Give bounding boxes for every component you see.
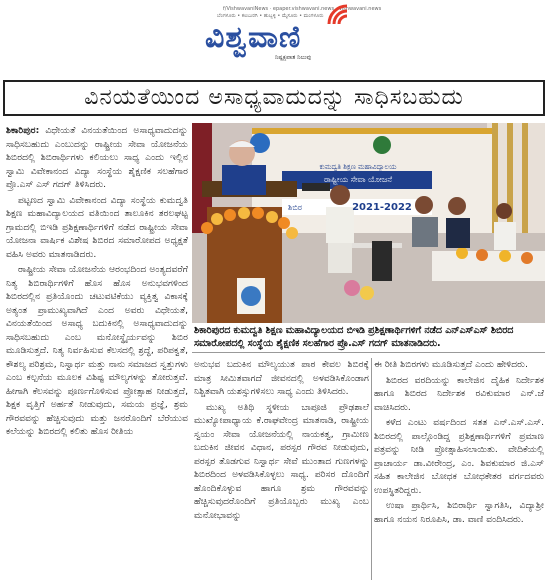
article-paragraph: ಉಷಾ ಪ್ರಾರ್ಥಿಸಿ, ಶಿಬಿರಾರ್ಥಿ ಸ್ವಾಗತಿಸಿ, ವಿದ್ಯಾಶ್ರೀ ಹಾಗೂ ನಯನ ನಿರೂಪಿಸಿ, ಡಾ. ವಾಣಿ ವಂದಿಸಿದರು. — [374, 500, 544, 525]
article-paragraph: ಈ ರೀತಿ ಶಿಬಿರಗಳು ಮೂಡಿಸುತ್ತದೆ ಎಂದು ಹೇಳಿದರು. — [374, 359, 528, 370]
paragraph-text: ವಿಧೇಯತೆ ವಿನಯತೆಯಿಂದ ಅಸಾಧ್ಯವಾದುದನ್ನು ಸಾಧಿಸಬಹುದು ಎಂಬುದನ್ನು ರಾಷ್ಟ್ರೀಯ ಸೇವಾ ಯೋಜನೆಯ ಶಿಬಿರದಲ್ಲಿ ಶಿಬಿರಾರ್ಥಿಗಳು ಕಲಿಯಲು ಸಾಧ್ಯ ಎಂದು ಇಲ್ಲಿನ ಸ್ವಾಮಿ ವಿವೇಕಾನಂದ ವಿದ್ಯಾ ಸಂಸ್ಥೆಯ ಶೈಕ್ಷಣಿಕ ಸಲಹೆಗಾರ ಪ್ರೊ.ಎಸ್ ಎಸ್ ಗದಗ್ ತಿಳಿಸಿದರು. — [6, 125, 188, 190]
article-column-right — [374, 358, 544, 580]
article-paragraph: ಅನುಭವ ಬದುಕಿನ ಮೌಲ್ಯಯುತ ಪಾಠ ಕೇವಲ ಶಿಬಿರಕ್ಕೆ ಮಾತ್ರ ಸೀಮಿತವಾಗದೆ ಜೀವನದಲ್ಲಿ ಅಳವಡಿಸಿಕೊಂಡಾಗ ನಿಶ್ಚಿತವಾಗಿ ಯಶಸ್ಸುಗಳಿಸಲು ಸಾಧ್ಯ ಎಂದು ತಿಳಿಸಿದರು. — [194, 359, 369, 397]
masthead-top-line: f/VishwavaniNews · epaper.vishwavani.news · vishwavani.news — [223, 6, 382, 12]
banner-line-2: ರಾಷ್ಟ್ರೀಯ ಸೇವಾ ಯೋಜನೆ — [323, 175, 393, 184]
dateline: ಶಿಕಾರಿಪುರ: — [6, 125, 40, 136]
banner-line-1: ಕುಮದ್ವತಿ ಶಿಕ್ಷಣ ಮಹಾವಿದ್ಯಾಲಯ — [319, 163, 397, 171]
article-paragraph: ಕಳೆದ ಎಂಟು ವರ್ಷದಿಂದ ಸತತ ಎನ್.ಎಸ್.ಎಸ್. ಶಿಬಿರದಲ್ಲಿ ಪಾಲ್ಗೊಂಡಿದ್ದ ಪ್ರಶಿಕ್ಷಣಾರ್ಥಿಗಳಿಗೆ ಪ್ರಮಾಣ ಪತ್ರವನ್ನು ನೀಡಿ ಪ್ರೋತ್ಸಾಹಿಸಲಾಯಿತು. ವೇದಿಕೆಯಲ್ಲಿ ಪ್ರಾಚಾರ್ಯ ಡಾ.ವೀರೇಂದ್ರ, ಎಂ. ಶಿವಕುಮಾರ ಜಿ.ಎಸ್ ಸಹಿತ ಕಾಲೇಜಿನ ಬೋಧಕ ಬೋಧಕೇತರ ವರ್ಗದವರು ಉಪಸ್ಥಿತರಿದ್ದರು. — [374, 417, 544, 496]
event-photo-illustration — [192, 123, 545, 323]
article-column-left — [6, 124, 188, 580]
signal-icon — [325, 2, 351, 28]
article-paragraph: ರಾಷ್ಟ್ರೀಯ ಸೇವಾ ಯೋಜನೆಯ ಆರಂಭದಿಂದ ಅಂತ್ಯದವರೆಗೆ ನಿತ್ಯ ಶಿಬಿರಾರ್ಥಿಗಳಿಗೆ ಹೊಸ ಹೊಸ ಅನುಭವಗಳಿಂದ ಶಿಬಿರದಲ್ಲಿನ ಪ್ರತಿಯೊಂದು ಚಟುವಟಿಕೆಯು ವ್ಯಕ್ತಿತ್ವ ವಿಕಾಸಕ್ಕೆ ಅತ್ಯಂತ ಪ್ರಾಮುಖ್ಯವಾಗಿದೆ ಎಂದ ಅವರು ವಿಧೇಯತೆ, ವಿನಯತೆಯಿಂದ ಅಸಾಧ್ಯ ಬದುಕಿನಲ್ಲಿ ಅಸಾಧ್ಯವಾದುದನ್ನು ಸಾಧಿಸಬಹುದು ಎಂಬ ಮನೋಸ್ಥೈರ್ಯವನ್ನು ಶಿಬಿರ ಮೂಡಿಸುತ್ತದೆ. ನಿತ್ಯ ನಿರ್ವಹಿಸುವ ಕೆಲಸದಲ್ಲಿ ಶ್ರದ್ಧೆ, ಪರಿಪಕ್ವತೆ, ಕೌಶಲ್ಯ ಪರಿಶ್ರಮ, ನಿಸ್ವಾರ್ಥ ಮತ್ತು ನಾನು ಸಮಾಜದ ಸ್ವತ್ತುಗಳು ಎಂಬ ಕಲ್ಪನೆಯ ಮೂಲಕ ವಿಶಿಷ್ಟ ಮೌಲ್ಯಗಳನ್ನು ತೋರುತ್ತವೆ. ಹೀಗಾಗಿ ಕೆಲಸವನ್ನು ಪೂರ್ಣಗೊಳಿಸುವ ಪ್ರೋತ್ಸಾಹ ನೀಡುತ್ತದೆ, ಶಿಕ್ಷಕ ವೃತ್ತಿಗೆ ಅರ್ಹತೆ ನೀಡುವುದು, ಸಮಯ ಪ್ರಜ್ಞೆ, ಶ್ರಮ ಗೌರವವನ್ನು ಹೆಚ್ಚಿಸುವುದು ಮತ್ತು ಜನರೊಂದಿಗೆ ಬೆರೆಯುವ ಕಲೆಯನ್ನು ಶಿಬಿರದಲ್ಲಿ ಕಲಿತು ಹೊಸ ರೀತಿಯ — [6, 264, 188, 437]
photo-caption: ಶಿಕಾರಿಪುರದ ಕುಮದ್ವತಿ ಶಿಕ್ಷಣ ಮಹಾವಿದ್ಯಾಲಯದ ಬಿಇಡಿ ಪ್ರಶಿಕ್ಷಣಾರ್ಥಿಗಳಿಗೆ ನಡೆದ ಎನ್ಎಸ್ಎಸ್ ಶಿಬಿರದ ಸಮಾರೋಪದಲ್ಲಿ ಸಂಸ್ಥೆಯ ಶೈಕ್ಷಣಿಕ ಸಲಹೆಗಾರ ಪ್ರೊ.ಎಸ್ ಗದಗ್ ಮಾತನಾಡಿದರು. — [194, 325, 514, 349]
masthead-edition-line: ಬೆಂಗಳೂರು • ಕಲಬುರಗಿ • ಹುಬ್ಬಳ್ಳಿ • ಮೈಸೂರು • ಮಂಗಳೂರು — [217, 13, 324, 19]
masthead — [205, 2, 382, 64]
masthead-tagline: ನಿಷ್ಪಕ್ಷಪಾತ ನಿಲುವು — [275, 54, 312, 61]
headline: ವಿನಯತೆಯಿಂದ ಅಸಾಧ್ಯವಾದುದನ್ನು ಸಾಧಿಸಬಹುದು — [84, 85, 464, 110]
banner-partial: ಶಿಬಿರ — [288, 203, 302, 212]
article-paragraph: ಪಟ್ಟಣದ ಸ್ವಾಮಿ ವಿವೇಕಾನಂದ ವಿದ್ಯಾ ಸಂಸ್ಥೆಯ ಕುಮದ್ವತಿ ಶಿಕ್ಷಣ ಮಹಾವಿದ್ಯಾಲಯದ ವತಿಯಿಂದ ತಾಲೂಕಿನ ತರಲಘಟ್ಟ ಗ್ರಾಮದಲ್ಲಿ ಬಿಇಡಿ ಪ್ರಶಿಕ್ಷಣಾರ್ಥಿಗಳಿಗೆ ನಡೆದ ರಾಷ್ಟ್ರೀಯ ಸೇವಾ ಯೋಜನಾ ವಾರ್ಷಿಕ ವಿಶೇಷ ಶಿಬಿರದ ಸಮಾರೋಪದ ಅಧ್ಯಕ್ಷತೆ ವಹಿಸಿ ಅವರು ಮಾತನಾಡಿದರು. — [6, 194, 188, 260]
article-paragraph — [6, 124, 188, 192]
article-paragraph: ಮುಖ್ಯ ಅತಿಥಿ ಸ್ಥಳೀಯ ಬಾಪೂಜಿ ಪ್ರೌಢಶಾಲೆ ಮುಖ್ಯೋಪಾಧ್ಯಾಯ ಕೆ.ರಾಘವೇಂದ್ರ ಮಾತನಾಡಿ, ರಾಷ್ಟ್ರೀಯ ಸ್ವಯಂ ಸೇವಾ ಯೋಜನೆಯಲ್ಲಿ ನಾಯಕತ್ವ, ಗ್ರಾಮೀಣ ಬದುಕಿನ ಜೀವನ ವಿಧಾನ, ಪರಸ್ಪರ ಗೌರವ ನೀಡುವುದು, ಪರಸ್ಪರ ತೊಡಗುವ ನಿಸ್ವಾರ್ಥ ಸೇವೆ ಮುಂತಾದ ಗುಣಗಳನ್ನು ಶಿಬಿರದಿಂದ ಅಳವಡಿಸಿಕೊಳ್ಳಲು ಸಾಧ್ಯ. ಪರಿಸರ ದೊಂದಿಗೆ ಹೊಂದಿಕೊಳ್ಳುವ ಹಾಗೂ ಶ್ರಮ ಗೌರವವನ್ನು ಹೆಚ್ಚಿಸುವುದರೊಂದಿಗೆ ಪ್ರತಿಯೊಬ್ಬರು ಮುಖ್ಯ ಎಂಬ ಮನೋಭಾವನ್ನು — [194, 401, 369, 521]
article-paragraph: ಶಿಬಿರದ ವರದಿಯನ್ನು ಕಾಲೇಜಿನ ದೈಹಿಕ ನಿರ್ದೇಶಕ ಹಾಗೂ ಶಿಬಿರದ ನಿರ್ದೇಶಕ ರವಿಕುಮಾರ ಎನ್.ಜೆ ವಾಚಿಸಿದರು. — [374, 374, 544, 413]
headline-box — [3, 80, 545, 116]
column-divider — [371, 358, 372, 580]
event-photo — [192, 123, 545, 323]
banner-year: 2021-2022 — [352, 202, 412, 213]
caption-divider — [192, 352, 545, 353]
masthead-name: ವಿಶ್ವವಾಣಿ — [205, 20, 302, 55]
article-column-middle — [194, 358, 369, 580]
